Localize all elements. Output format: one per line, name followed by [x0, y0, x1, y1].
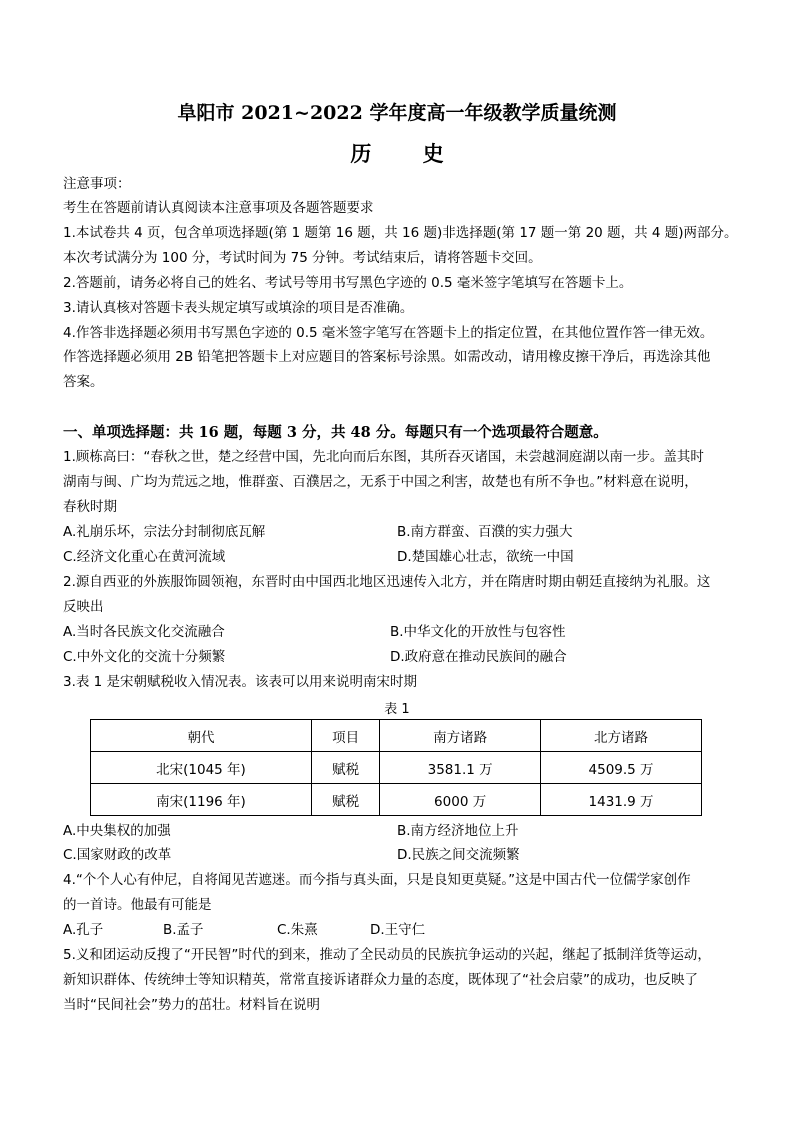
notice-line: 4.作答非选择题必须用书写黑色字迹的 0.5 毫米签字笔写在答题卡上的指定位置，在其他位置作答一律无效。	[63, 325, 714, 341]
table-cell: 4509.5 万	[541, 752, 702, 784]
q1-stem-line: 1.顾栋高曰：“春秋之世，楚之经营中国，先北向而后东图，其所吞灭诸国，未尝越洞庭湖以南一步。盖其时	[63, 449, 704, 465]
table-caption: 表 1	[384, 702, 410, 717]
q4-stem-line: 4.“个个人心有仲尼，自将闻见苦遮迷。而今指与真头面，只是良知更莫疑。”这是中国古代一位儒学家创作	[63, 872, 691, 888]
q3-option-a: A.中央集权的加强	[63, 823, 171, 839]
notice-line: 作答选择题必须用 2B 铅笔把答题卡上对应题目的答案标号涂黑。如需改动，请用橡皮擦干净后，再选涂其他	[63, 349, 711, 365]
q3-option-c: C.国家财政的改革	[63, 847, 172, 863]
subject-title: 历 史	[350, 141, 466, 166]
notice-line: 答案。	[63, 374, 104, 390]
q5-stem-line: 新知识群体、传统绅士等知识精英，常常直接诉诸群众力量的态度，既体现了“社会启蒙”的成功，也反映了	[63, 972, 698, 988]
notice-line: 本次考试满分为 100 分，考试时间为 75 分钟。考试结束后，请将答题卡交回。	[63, 250, 542, 266]
table-cell: 南宋(1196 年)	[91, 784, 312, 816]
table-header-cell: 朝代	[91, 720, 312, 752]
notice-line: 3.请认真核对答题卡表头规定填写或填涂的项目是否准确。	[63, 300, 414, 316]
q1-stem-line: 春秋时期	[63, 499, 117, 515]
table-cell: 6000 万	[380, 784, 541, 816]
q5-stem-line: 当时“民间社会”势力的茁壮。材料旨在说明	[63, 997, 320, 1013]
q2-option-c: C.中外文化的交流十分频繁	[63, 649, 226, 665]
q2-option-b: B.中华文化的开放性与包容性	[390, 624, 566, 640]
notice-heading: 注意事项：	[63, 176, 131, 192]
q2-option-d: D.政府意在推动民族间的融合	[390, 649, 567, 665]
q2-stem-line: 2.源自西亚的外族服饰圆领袍，东晋时由中国西北地区迅速传入北方，并在隋唐时期由朝廷直接纳为礼服。这	[63, 574, 711, 590]
q5-stem-line: 5.义和团运动反搜了“开民智”时代的到来，推动了全民动员的民族抗争运动的兴起，继起了抵制洋货等运动，	[63, 947, 711, 963]
notice-line: 考生在答题前请认真阅读本注意事项及各题答题要求	[63, 200, 374, 216]
q4-option-d: D.王守仁	[370, 922, 426, 938]
exam-title: 阜阳市 2021~2022 学年度高一年级教学质量统测	[177, 102, 617, 124]
q1-stem-line: 湖南与闽、广均为荒远之地，惟群蛮、百濮居之，无系于中国之利害，故楚也有所不争也。”材料意在说明，	[63, 474, 698, 490]
q4-stem-line: 的一首诗。他最有可能是	[63, 897, 212, 913]
q1-option-c: C.经济文化重心在黄河流域	[63, 549, 226, 565]
table-cell: 北宋(1045 年)	[91, 752, 312, 784]
table-header-cell: 项目	[311, 720, 379, 752]
table-row	[91, 752, 702, 784]
table-cell: 3581.1 万	[380, 752, 541, 784]
table-header-cell: 北方诸路	[541, 720, 702, 752]
q4-option-c: C.朱熹	[277, 922, 318, 938]
q1-option-a: A.礼崩乐坏，宗法分封制彻底瓦解	[63, 524, 266, 540]
tax-table	[90, 719, 702, 816]
table-cell: 赋税	[311, 784, 379, 816]
notice-line: 2.答题前，请务必将自己的姓名、考试号等用书写黑色字迹的 0.5 毫米签字笔填写在答题卡上。	[63, 275, 633, 291]
q2-option-a: A.当时各民族文化交流融合	[63, 624, 225, 640]
q4-option-b: B.孟子	[163, 922, 204, 938]
q3-stem-line: 3.表 1 是宋朝赋税收入情况表。该表可以用来说明南宋时期	[63, 674, 418, 690]
q3-option-b: B.南方经济地位上升	[397, 823, 519, 839]
section-heading: 一、单项选择题：共 16 题，每题 3 分，共 48 分。每题只有一个选项最符合题意。	[63, 424, 608, 441]
table-header-cell: 南方诸路	[380, 720, 541, 752]
table-row	[91, 784, 702, 816]
q4-option-a: A.孔子	[63, 922, 104, 938]
q3-option-d: D.民族之间交流频繁	[397, 847, 520, 863]
q2-stem-line: 反映出	[63, 599, 104, 615]
notice-line: 1.本试卷共 4 页，包含单项选择题(第 1 题第 16 题，共 16 题)非选择题(第 17 题一第 20 题，共 4 题)两部分。	[63, 225, 738, 241]
table-cell: 赋税	[311, 752, 379, 784]
table-header-row	[91, 720, 702, 752]
table-cell: 1431.9 万	[541, 784, 702, 816]
q1-option-d: D.楚国雄心壮志，欲统一中国	[397, 549, 574, 565]
q1-option-b: B.南方群蛮、百濮的实力强大	[397, 524, 573, 540]
